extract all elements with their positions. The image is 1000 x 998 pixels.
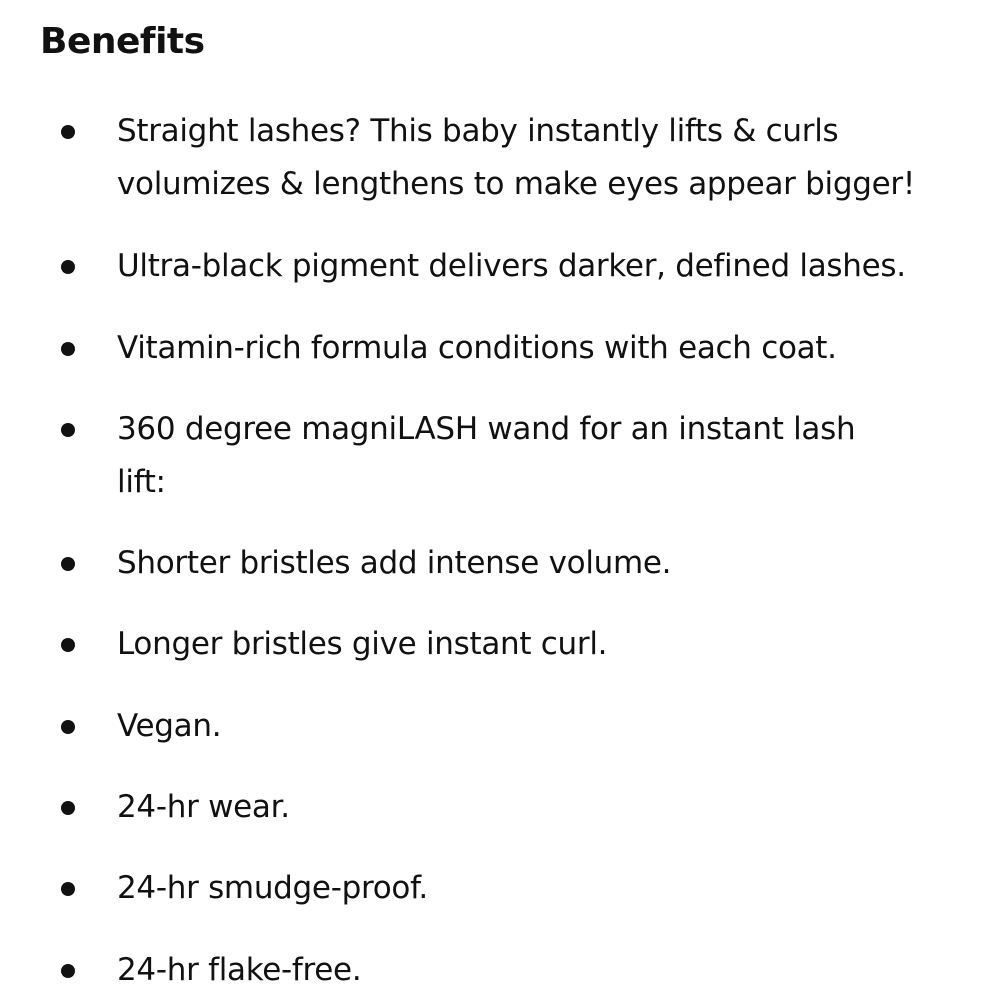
bullet-icon xyxy=(61,557,75,571)
benefit-line: Straight lashes? This baby instantly lifts & curls xyxy=(117,113,839,149)
benefit-line: 24-hr smudge-proof. xyxy=(117,870,428,906)
benefit-line: 24-hr flake-free. xyxy=(117,952,362,988)
benefit-line: 24-hr wear. xyxy=(117,789,290,825)
bullet-icon xyxy=(61,423,75,437)
benefit-text xyxy=(117,537,977,590)
benefit-line: Vegan. xyxy=(117,708,222,744)
bullet-icon xyxy=(61,801,75,815)
bullet-icon xyxy=(61,964,75,978)
benefit-line: 360 degree magniLASH wand for an instant lash xyxy=(117,411,856,447)
benefit-text xyxy=(117,240,977,293)
bullet-icon xyxy=(61,260,75,274)
section-heading: Benefits xyxy=(40,21,205,62)
benefit-line: volumizes & lengthens to make eyes appear bigger! xyxy=(117,166,915,202)
benefit-line: Ultra-black pigment delivers darker, defined lashes. xyxy=(117,248,906,284)
benefit-text xyxy=(117,781,977,834)
benefit-text xyxy=(117,618,977,671)
benefit-line: Longer bristles give instant curl. xyxy=(117,626,608,662)
benefit-text xyxy=(117,105,977,211)
bullet-icon xyxy=(61,342,75,356)
bullet-icon xyxy=(61,638,75,652)
bullet-icon xyxy=(61,882,75,896)
bullet-icon xyxy=(61,125,75,139)
bullet-icon xyxy=(61,720,75,734)
benefit-text xyxy=(117,944,977,997)
benefit-line: Shorter bristles add intense volume. xyxy=(117,545,672,581)
benefit-text xyxy=(117,322,977,375)
benefit-line: lift: xyxy=(117,464,166,500)
benefit-text xyxy=(117,403,977,509)
benefit-text xyxy=(117,700,977,753)
benefit-text xyxy=(117,862,977,915)
benefit-line: Vitamin-rich formula conditions with each coat. xyxy=(117,330,837,366)
